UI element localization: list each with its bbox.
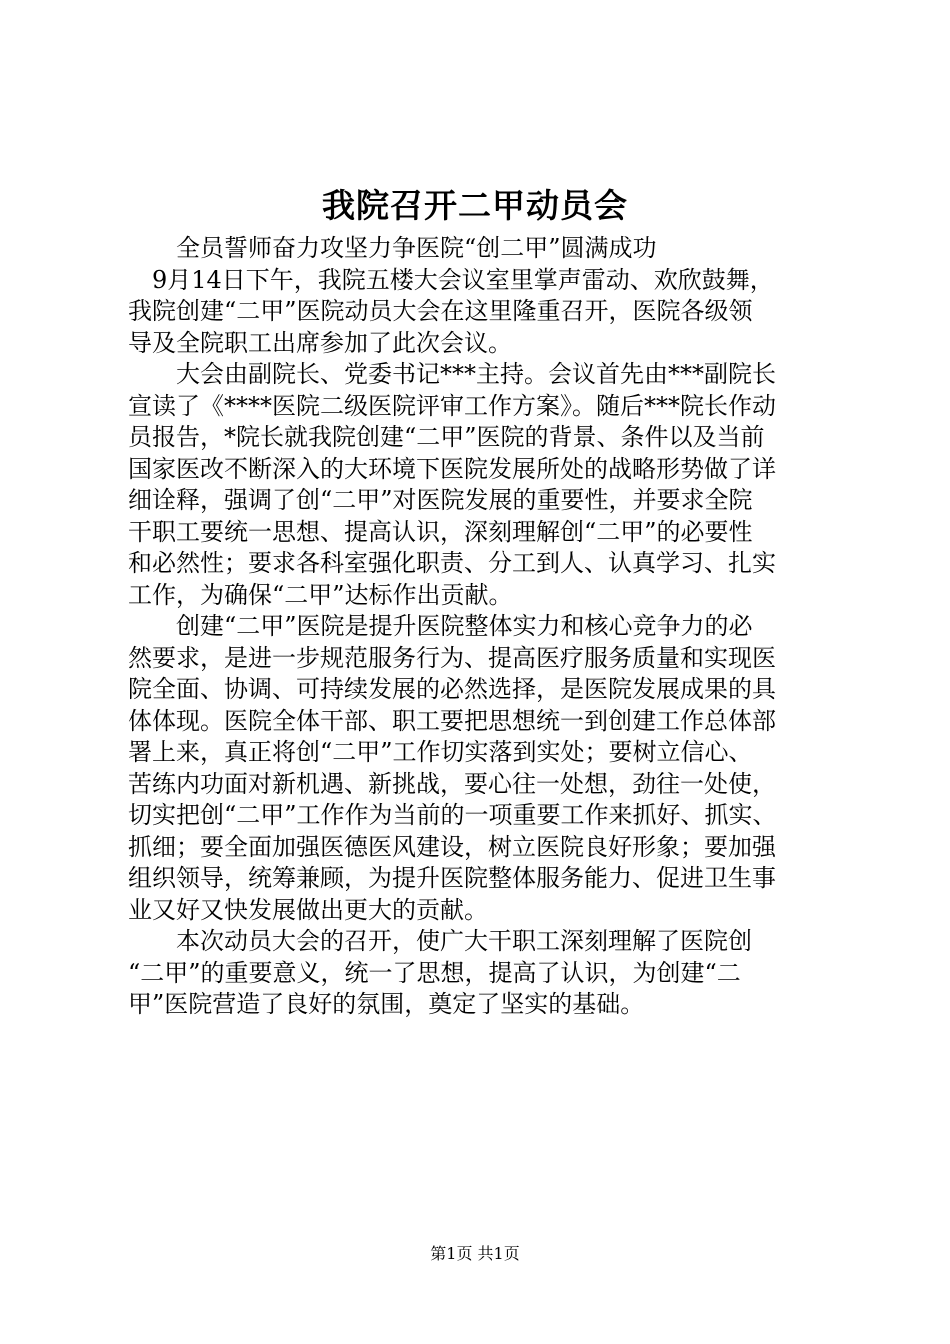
body-line: 业又好又快发展做出更大的贡献。 xyxy=(128,895,488,924)
body-line: 体体现。医院全体干部、职工要把思想统一到创建工作总体部 xyxy=(128,706,776,735)
body-line: 我院创建“二甲”医院动员大会在这里隆重召开，医院各级领 xyxy=(128,297,753,325)
document-title: 我院召开二甲动员会 xyxy=(322,186,628,225)
body-line: 工作，为确保“二甲”达标作出贡献。 xyxy=(128,580,513,609)
body-line: 国家医改不断深入的大环境下医院发展所处的战略形势做了详 xyxy=(128,454,776,483)
body-line: “二甲”的重要意义，统一了思想，提高了认识，为创建“二 xyxy=(128,958,741,987)
body-line: 大会由副院长、党委书记***主持。会议首先由***副院长 xyxy=(128,360,776,388)
body-line: 院全面、协调、可持续发展的必然选择，是医院发展成果的具 xyxy=(128,675,776,703)
body-line: 苦练内功面对新机遇、新挑战，要心往一处想，劲往一处使， xyxy=(128,769,776,798)
body-line: 组织领导，统筹兼顾，为提升医院整体服务能力、促进卫生事 xyxy=(128,864,776,892)
body-line: 抓细；要全面加强医德医风建设，树立医院良好形象；要加强 xyxy=(128,832,776,861)
body-line: 导及全院职工出席参加了此次会议。 xyxy=(128,328,512,357)
page-footer: 第1页 共1页 xyxy=(430,1244,520,1263)
body-line: 创建“二甲”医院是提升医院整体实力和核心竞争力的必 xyxy=(128,612,753,640)
body-line: 细诠释，强调了创“二甲”对医院发展的重要性，并要求全院 xyxy=(128,486,753,514)
document-body xyxy=(128,233,828,1021)
body-line: 署上来，真正将创“二甲”工作切实落到实处；要树立信心、 xyxy=(128,738,753,766)
body-line: 甲”医院营造了良好的氛围，奠定了坚实的基础。 xyxy=(128,990,645,1018)
body-line: 全员誓师奋力攻坚力争医院“创二甲”圆满成功 xyxy=(128,234,657,262)
body-line: 员报告，*院长就我院创建“二甲”医院的背景、条件以及当前 xyxy=(128,423,765,451)
body-line: 和必然性；要求各科室强化职责、分工到人、认真学习、扎实 xyxy=(128,549,776,577)
body-line: 然要求，是进一步规范服务行为、提高医疗服务质量和实现医 xyxy=(128,643,776,672)
body-line: 切实把创“二甲”工作作为当前的一项重要工作来抓好、抓实、 xyxy=(128,801,777,829)
body-line: 9月14日下午，我院五楼大会议室里掌声雷动、欢欣鼓舞， xyxy=(128,265,774,294)
body-line: 干职工要统一思想、提高认识，深刻理解创“二甲”的必要性 xyxy=(128,517,753,546)
body-line: 宣读了《****医院二级医院评审工作方案》。随后***院长作动 xyxy=(128,391,776,420)
body-line: 本次动员大会的召开，使广大干职工深刻理解了医院创 xyxy=(128,927,752,955)
